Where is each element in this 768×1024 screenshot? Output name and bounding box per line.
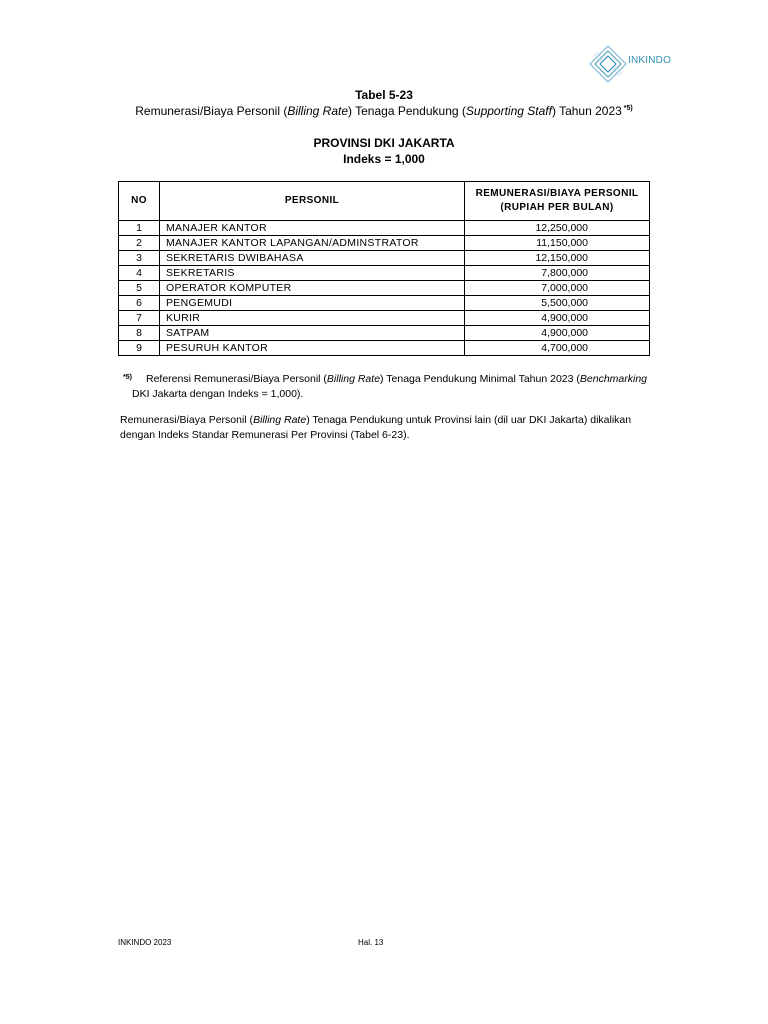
index-heading: Indeks = 1,000 [343,152,425,166]
cell-no: 5 [119,281,160,296]
cell-rate: 7,000,000 [465,281,650,296]
cell-no: 8 [119,326,160,341]
table-row [119,251,650,266]
logo-text: INKINDO [628,55,672,66]
table-row [119,236,650,251]
cell-no: 7 [119,311,160,326]
cell-personil: SATPAM [160,326,465,341]
cell-no: 4 [119,266,160,281]
cell-personil: OPERATOR KOMPUTER [160,281,465,296]
explanation-paragraph: Remunerasi/Biaya Personil (Billing Rate) Tenaga Pendukung untuk Provinsi lain (dil uar DKI Jakarta) dikalikan dengan Indeks Standar Remunerasi Per Provinsi (Tabel 6-23). [120,414,632,441]
table-subtitle: Remunerasi/Biaya Personil (Billing Rate) Tenaga Pendukung (Supporting Staff) Tahun 2023 $^{*5)}$ [135,104,633,118]
footnote-ref: *5) [623,105,633,112]
cell-no: 2 [119,236,160,251]
cell-personil: PENGEMUDI [160,296,465,311]
inkindo-logo [588,44,678,84]
table-row [119,281,650,296]
footer-brand: INKINDO 2023 [118,938,172,947]
footnote-line1: Referensi Remunerasi/Biaya Personil (Billing Rate) Tenaga Pendukung Minimal Tahun 2023 (Benchmarking [146,373,648,385]
cell-rate: 4,700,000 [465,341,650,356]
table-row [119,326,650,341]
cell-personil: MANAJER KANTOR [160,221,465,236]
cell-rate: 4,900,000 [465,311,650,326]
header-personil: PERSONIL [160,182,465,221]
table-row [119,266,650,281]
cell-rate: 12,250,000 [465,221,650,236]
footnote-mark: *5) [123,374,132,381]
inkindo-logo-icon [588,44,628,84]
cell-rate: 5,500,000 [465,296,650,311]
cell-no: 6 [119,296,160,311]
province-heading: PROVINSI DKI JAKARTA [313,136,455,150]
cell-personil: SEKRETARIS DWIBAHASA [160,251,465,266]
header-rate: REMUNERASI/BIAYA PERSONIL (RUPIAH PER BULAN) [465,182,650,221]
cell-rate: 7,800,000 [465,266,650,281]
cell-no: 1 [119,221,160,236]
table-header-row [119,182,650,221]
table-title: Tabel 5-23 [355,88,413,102]
table-row [119,221,650,236]
footnote-line2: DKI Jakarta dengan Indeks = 1,000). [132,388,304,400]
cell-no: 3 [119,251,160,266]
cell-no: 9 [119,341,160,356]
cell-rate: 11,150,000 [465,236,650,251]
cell-personil: PESURUH KANTOR [160,341,465,356]
cell-personil: SEKRETARIS [160,266,465,281]
page-number: Hal. 13 [358,938,384,947]
cell-rate: 4,900,000 [465,326,650,341]
cell-personil: MANAJER KANTOR LAPANGAN/ADMINSTRATOR [160,236,465,251]
table-row [119,341,650,356]
rates-table [118,181,650,356]
header-no: NO [119,182,160,221]
table-row [119,311,650,326]
table-row [119,296,650,311]
cell-rate: 12,150,000 [465,251,650,266]
cell-personil: KURIR [160,311,465,326]
